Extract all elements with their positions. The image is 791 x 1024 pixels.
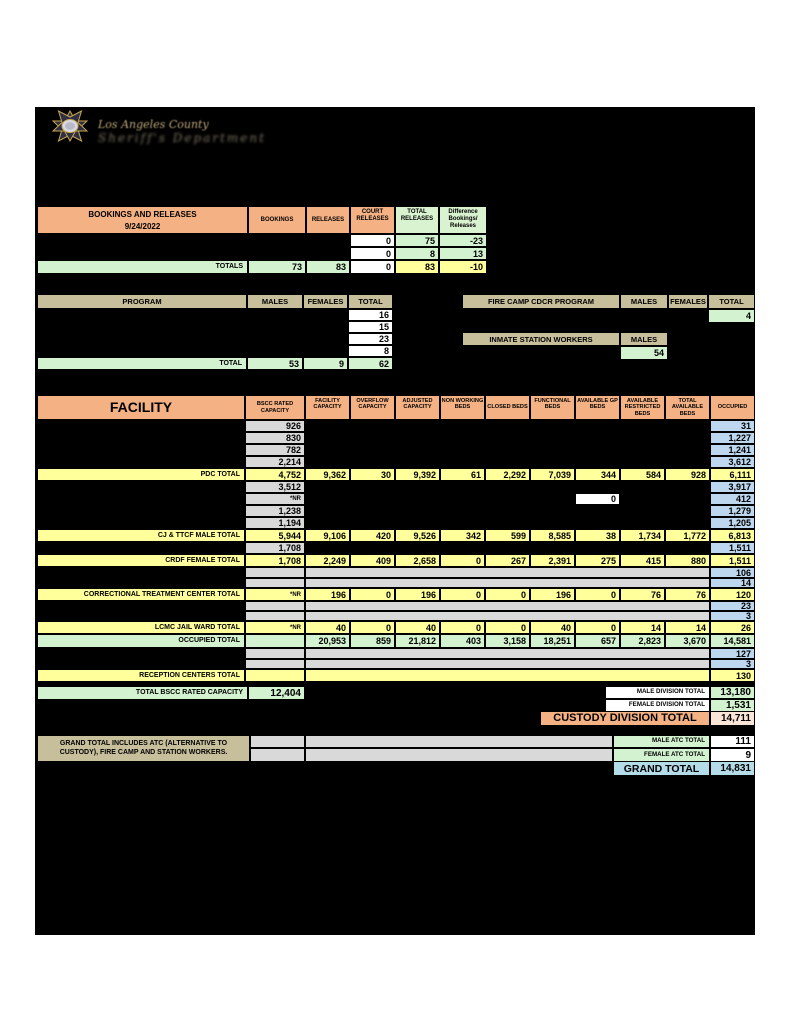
- table-cell: [247, 345, 303, 357]
- table-cell: [305, 481, 710, 493]
- table-cell: 23: [348, 333, 393, 345]
- table-row: [37, 456, 755, 468]
- table-cell: [305, 432, 710, 444]
- table-cell: 8: [395, 247, 439, 260]
- pdc-total-label: PDC TOTAL: [37, 468, 245, 481]
- table-cell: 3,158: [485, 634, 530, 648]
- table-row: [250, 735, 755, 748]
- col-header-court-releases: COURT RELEASES: [350, 206, 395, 234]
- table-cell: [245, 567, 305, 578]
- table-cell: 0: [350, 247, 395, 260]
- table-cell: 18,251: [530, 634, 575, 648]
- table-cell: 2,658: [395, 554, 440, 567]
- custody-division-total-row: [540, 711, 755, 726]
- table-cell: 40: [305, 621, 350, 634]
- table-cell: [247, 333, 303, 345]
- program-title: PROGRAM: [37, 294, 247, 309]
- table-cell: 75: [395, 234, 439, 247]
- facility-table: [37, 395, 755, 682]
- table-cell: [37, 444, 245, 456]
- table-cell: [37, 493, 245, 505]
- table-cell: 420: [350, 529, 395, 542]
- table-cell: 196: [395, 588, 440, 601]
- col-header-bookings: BOOKINGS: [248, 206, 306, 234]
- table-cell: [305, 444, 710, 456]
- table-cell: [306, 234, 350, 247]
- table-cell: 31: [710, 420, 755, 432]
- table-cell: [37, 648, 245, 659]
- table-row: [37, 601, 755, 611]
- table-cell: 73: [248, 260, 306, 274]
- table-cell: [37, 345, 247, 357]
- table-cell: [248, 247, 306, 260]
- table-cell: [245, 611, 305, 621]
- table-cell: 196: [305, 588, 350, 601]
- table-cell: 14: [665, 621, 710, 634]
- table-row: [37, 294, 393, 309]
- table-cell: 342: [440, 529, 485, 542]
- table-cell: [248, 234, 306, 247]
- table-row: [37, 659, 755, 669]
- table-row: [37, 542, 755, 554]
- logo-county-text: Los Angeles County: [98, 117, 209, 131]
- table-cell: 0: [440, 554, 485, 567]
- fire-camp-cdcr-program-table: [462, 294, 755, 323]
- table-cell: [37, 234, 248, 247]
- table-cell: 0: [575, 493, 620, 505]
- table-cell: 1,238: [245, 505, 305, 517]
- table-cell: MALES: [620, 332, 668, 346]
- table-cell: 111: [710, 735, 755, 748]
- table-cell: 830: [245, 432, 305, 444]
- table-row: [37, 420, 755, 432]
- inmate-station-workers-table: [462, 332, 668, 360]
- table-cell: [305, 505, 710, 517]
- table-cell: 0: [440, 588, 485, 601]
- table-row: [37, 234, 487, 247]
- table-cell: 1,708: [245, 554, 305, 567]
- table-cell: 9,362: [305, 468, 350, 481]
- table-cell: [305, 456, 710, 468]
- table-cell: TOTAL: [708, 294, 755, 309]
- table-cell: [305, 517, 710, 529]
- table-cell: 1,279: [710, 505, 755, 517]
- table-row: [37, 611, 755, 621]
- table-row: [37, 634, 755, 648]
- atc-totals-table: [250, 735, 755, 762]
- table-cell: 9: [303, 357, 348, 370]
- grand-total-note: GRAND TOTAL INCLUDES ATC (ALTERNATIVE TO CUSTODY), FIRE CAMP AND STATION WORKERS.: [37, 735, 250, 762]
- table-cell: 83: [306, 260, 350, 274]
- table-cell: 40: [530, 621, 575, 634]
- table-cell: FEMALES: [668, 294, 708, 309]
- crdf-female-total-label: CRDF FEMALE TOTAL: [37, 554, 245, 567]
- table-cell: 106: [710, 567, 755, 578]
- logo-dept-text: Sheriff's Department: [98, 130, 266, 145]
- table-cell: [37, 247, 248, 260]
- grand-total-row: [613, 761, 755, 776]
- table-cell: [37, 309, 247, 321]
- table-cell: 9: [710, 748, 755, 762]
- table-cell: MALES: [620, 294, 668, 309]
- table-cell: [306, 247, 350, 260]
- table-cell: 53: [247, 357, 303, 370]
- total-bscc-rated-capacity-row: [37, 686, 305, 700]
- table-row: [37, 493, 755, 505]
- division-totals-table: [605, 686, 755, 712]
- table-cell: 40: [395, 621, 440, 634]
- table-row: [37, 578, 755, 588]
- table-cell: [37, 420, 245, 432]
- table-cell: -23: [439, 234, 487, 247]
- table-cell: 127: [710, 648, 755, 659]
- table-row: [37, 505, 755, 517]
- table-cell: 2,823: [620, 634, 665, 648]
- table-cell: [37, 432, 245, 444]
- table-cell: 584: [620, 468, 665, 481]
- table-cell: [37, 611, 245, 621]
- table-cell: [250, 748, 305, 762]
- table-cell: ADJUSTED CAPACITY: [395, 395, 440, 420]
- table-cell: [305, 648, 710, 659]
- table-cell: 4: [708, 309, 755, 323]
- table-cell: [305, 493, 575, 505]
- table-cell: [305, 748, 613, 762]
- table-cell: AVAILABLE RESTRICTED BEDS: [620, 395, 665, 420]
- table-cell: 5,944: [245, 529, 305, 542]
- table-cell: 61: [440, 468, 485, 481]
- program-table: [37, 294, 393, 370]
- col-header-difference: Difference Bookings/ Releases: [439, 206, 487, 234]
- table-cell: 412: [710, 493, 755, 505]
- table-cell: 344: [575, 468, 620, 481]
- table-cell: 3,512: [245, 481, 305, 493]
- table-cell: 14,581: [710, 634, 755, 648]
- table-cell: 2,249: [305, 554, 350, 567]
- table-cell: [247, 309, 303, 321]
- table-cell: [37, 517, 245, 529]
- table-cell: [37, 578, 245, 588]
- table-cell: [620, 493, 710, 505]
- table-cell: [250, 735, 305, 748]
- table-cell: 1,772: [665, 529, 710, 542]
- table-row: [37, 357, 393, 370]
- table-cell: 0: [485, 588, 530, 601]
- station-workers-title: INMATE STATION WORKERS: [462, 332, 620, 346]
- table-cell: 3,917: [710, 481, 755, 493]
- table-cell: 0: [485, 621, 530, 634]
- table-cell: 1,708: [245, 542, 305, 554]
- bookings-totals-label: TOTALS: [37, 260, 248, 274]
- table-row: [462, 294, 755, 309]
- table-cell: 8: [348, 345, 393, 357]
- table-cell: 1,511: [710, 542, 755, 554]
- table-cell: 275: [575, 554, 620, 567]
- table-cell: [305, 542, 710, 554]
- table-cell: [305, 420, 710, 432]
- table-cell: 415: [620, 554, 665, 567]
- table-cell: 0: [350, 260, 395, 274]
- table-row: [613, 761, 755, 776]
- table-row: [605, 686, 755, 699]
- table-cell: [247, 321, 303, 333]
- table-cell: 120: [710, 588, 755, 601]
- table-cell: [245, 669, 305, 682]
- table-row: [37, 529, 755, 542]
- table-row: [37, 247, 487, 260]
- table-cell: [37, 456, 245, 468]
- table-cell: [245, 648, 305, 659]
- table-cell: 2,391: [530, 554, 575, 567]
- table-row: [462, 346, 668, 360]
- table-cell: 130: [710, 669, 755, 682]
- table-cell: 9,526: [395, 529, 440, 542]
- custody-division-total-label: CUSTODY DIVISION TOTAL: [540, 711, 710, 726]
- table-cell: 0: [575, 588, 620, 601]
- table-cell: CLOSED BEDS: [485, 395, 530, 420]
- table-row: [37, 686, 305, 700]
- table-row: [37, 444, 755, 456]
- table-cell: NON WORKING BEDS: [440, 395, 485, 420]
- table-cell: 0: [350, 234, 395, 247]
- table-cell: 9,106: [305, 529, 350, 542]
- table-cell: *NR: [245, 621, 305, 634]
- table-cell: 30: [350, 468, 395, 481]
- program-total-label: TOTAL: [37, 357, 247, 370]
- table-cell: 1,205: [710, 517, 755, 529]
- facility-title: FACILITY: [37, 395, 245, 420]
- ctc-total-label: CORRECTIONAL TREATMENT CENTER TOTAL: [37, 588, 245, 601]
- table-cell: -10: [439, 260, 487, 274]
- table-cell: BSCC RATED CAPACITY: [245, 395, 305, 420]
- table-cell: [37, 333, 247, 345]
- table-cell: 1,734: [620, 529, 665, 542]
- bookings-and-releases-table: [37, 206, 487, 274]
- table-cell: 196: [530, 588, 575, 601]
- occupied-total-label: OCCUPIED TOTAL: [37, 634, 245, 648]
- table-cell: 267: [485, 554, 530, 567]
- table-cell: [245, 578, 305, 588]
- table-cell: [37, 659, 245, 669]
- table-cell: 0: [575, 621, 620, 634]
- table-cell: [305, 735, 613, 748]
- table-row: [37, 206, 487, 234]
- table-cell: TOTAL AVAILABLE BEDS: [665, 395, 710, 420]
- table-cell: FACILITY CAPACITY: [305, 395, 350, 420]
- table-cell: [620, 309, 668, 323]
- table-cell: 8,585: [530, 529, 575, 542]
- table-cell: 23: [710, 601, 755, 611]
- table-cell: 15: [348, 321, 393, 333]
- table-row: [37, 432, 755, 444]
- table-cell: 880: [665, 554, 710, 567]
- table-row: [37, 588, 755, 601]
- table-cell: 2,214: [245, 456, 305, 468]
- table-cell: 3: [710, 611, 755, 621]
- table-row: [37, 345, 393, 357]
- table-cell: 1,511: [710, 554, 755, 567]
- table-row: [540, 711, 755, 726]
- table-cell: 657: [575, 634, 620, 648]
- table-cell: 76: [665, 588, 710, 601]
- table-row: [462, 309, 755, 323]
- table-cell: OVERFLOW CAPACITY: [350, 395, 395, 420]
- bookings-title: BOOKINGS AND RELEASES 9/24/2022: [37, 206, 248, 234]
- table-row: [37, 481, 755, 493]
- table-cell: [245, 659, 305, 669]
- table-cell: 928: [665, 468, 710, 481]
- table-cell: [245, 634, 305, 648]
- table-cell: 782: [245, 444, 305, 456]
- table-cell: 3: [710, 659, 755, 669]
- table-cell: 409: [350, 554, 395, 567]
- table-cell: 403: [440, 634, 485, 648]
- total-bscc-rated-capacity-label: TOTAL BSCC RATED CAPACITY: [37, 686, 248, 700]
- table-cell: 20,953: [305, 634, 350, 648]
- table-cell: 14,711: [710, 711, 755, 726]
- table-cell: 1,227: [710, 432, 755, 444]
- table-cell: [245, 601, 305, 611]
- table-row: [37, 669, 755, 682]
- table-cell: 926: [245, 420, 305, 432]
- table-cell: MALES: [247, 294, 303, 309]
- table-cell: FEMALES: [303, 294, 348, 309]
- table-cell: [303, 321, 348, 333]
- table-row: [462, 332, 668, 346]
- table-cell: [37, 505, 245, 517]
- sheriff-star-badge-icon: [50, 110, 90, 152]
- table-row: [37, 648, 755, 659]
- table-cell: 0: [350, 588, 395, 601]
- table-cell: 6,111: [710, 468, 755, 481]
- table-cell: [462, 346, 620, 360]
- male-division-total-label: MALE DIVISION TOTAL: [605, 686, 710, 699]
- table-row: [37, 468, 755, 481]
- table-cell: *NR: [245, 493, 305, 505]
- table-cell: [37, 481, 245, 493]
- grand-total-note-cell: [37, 735, 250, 762]
- table-cell: 0: [350, 621, 395, 634]
- table-cell: 1,194: [245, 517, 305, 529]
- table-row: [37, 554, 755, 567]
- reception-centers-total-label: RECEPTION CENTERS TOTAL: [37, 669, 245, 682]
- table-cell: 54: [620, 346, 668, 360]
- table-cell: [37, 601, 245, 611]
- table-row: [37, 321, 393, 333]
- table-cell: [305, 578, 710, 588]
- table-cell: FUNCTIONAL BEDS: [530, 395, 575, 420]
- table-cell: [462, 309, 620, 323]
- table-row: [37, 621, 755, 634]
- table-cell: 16: [348, 309, 393, 321]
- table-row: [37, 395, 755, 420]
- table-cell: 0: [440, 621, 485, 634]
- table-cell: [305, 669, 710, 682]
- table-cell: 62: [348, 357, 393, 370]
- table-cell: [37, 542, 245, 554]
- sheriff-logo: [50, 110, 266, 152]
- table-cell: 3,612: [710, 456, 755, 468]
- table-cell: 6,813: [710, 529, 755, 542]
- table-cell: 76: [620, 588, 665, 601]
- table-cell: 26: [710, 621, 755, 634]
- logo-text: [98, 118, 266, 145]
- table-cell: [668, 309, 708, 323]
- table-cell: [303, 345, 348, 357]
- table-cell: [305, 601, 710, 611]
- table-cell: [305, 659, 710, 669]
- table-cell: [303, 309, 348, 321]
- table-cell: 599: [485, 529, 530, 542]
- table-cell: 14,831: [710, 761, 755, 776]
- table-cell: 38: [575, 529, 620, 542]
- table-cell: 14: [620, 621, 665, 634]
- table-cell: 14: [710, 578, 755, 588]
- table-cell: 3,670: [665, 634, 710, 648]
- table-cell: 2,292: [485, 468, 530, 481]
- cj-ttcf-male-total-label: CJ & TTCF MALE TOTAL: [37, 529, 245, 542]
- lcmc-jail-ward-total-label: LCMC JAIL WARD TOTAL: [37, 621, 245, 634]
- table-row: [37, 309, 393, 321]
- table-row: [37, 567, 755, 578]
- table-cell: 13: [439, 247, 487, 260]
- col-header-releases: RELEASES: [306, 206, 350, 234]
- table-cell: 12,404: [248, 686, 305, 700]
- table-cell: [37, 321, 247, 333]
- table-cell: 83: [395, 260, 439, 274]
- col-header-total-releases: TOTAL RELEASES: [395, 206, 439, 234]
- table-cell: AVAILABLE GP BEDS: [575, 395, 620, 420]
- firecamp-title: FIRE CAMP CDCR PROGRAM: [462, 294, 620, 309]
- table-cell: 859: [350, 634, 395, 648]
- table-cell: 1,531: [710, 699, 755, 712]
- table-cell: 7,039: [530, 468, 575, 481]
- table-row: [37, 735, 250, 762]
- table-cell: [37, 567, 245, 578]
- table-row: [250, 748, 755, 762]
- female-division-total-label: FEMALE DIVISION TOTAL: [605, 699, 710, 712]
- table-cell: TOTAL: [348, 294, 393, 309]
- table-cell: [305, 567, 710, 578]
- table-cell: 9,392: [395, 468, 440, 481]
- female-atc-total-label: FEMALE ATC TOTAL: [613, 748, 710, 762]
- table-cell: 4,752: [245, 468, 305, 481]
- table-cell: [303, 333, 348, 345]
- table-row: [37, 260, 487, 274]
- table-row: [37, 333, 393, 345]
- male-atc-total-label: MALE ATC TOTAL: [613, 735, 710, 748]
- table-cell: 21,812: [395, 634, 440, 648]
- table-cell: OCCUPIED: [710, 395, 755, 420]
- table-cell: *NR: [245, 588, 305, 601]
- table-cell: 13,180: [710, 686, 755, 699]
- table-row: [37, 517, 755, 529]
- table-cell: [305, 611, 710, 621]
- grand-total-label: GRAND TOTAL: [613, 761, 710, 776]
- table-cell: 1,241: [710, 444, 755, 456]
